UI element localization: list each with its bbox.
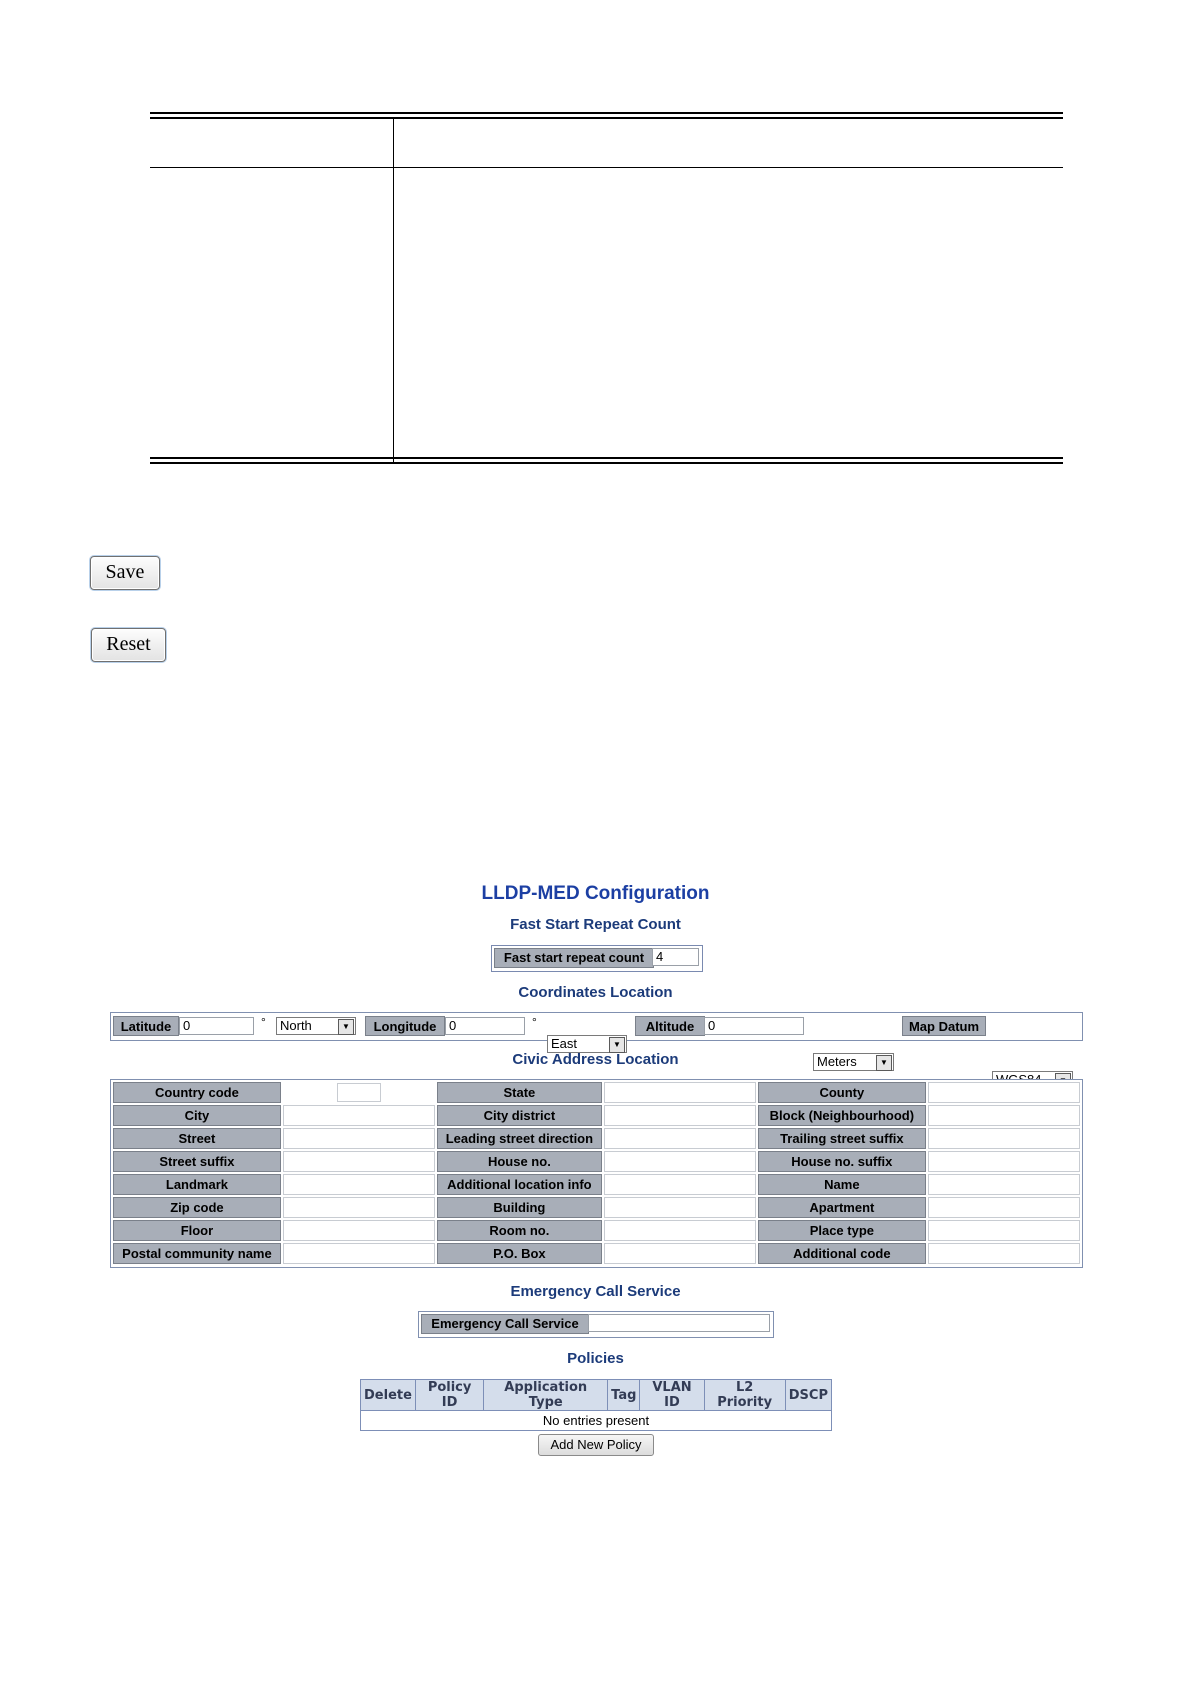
civic-input[interactable] bbox=[604, 1174, 756, 1195]
table-top-rule bbox=[150, 112, 1063, 114]
add-new-policy-button[interactable]: Add New Policy bbox=[538, 1434, 654, 1456]
fast-start-heading: Fast Start Repeat Count bbox=[510, 916, 681, 933]
table-top-rule-2 bbox=[150, 117, 1063, 119]
civic-input[interactable] bbox=[928, 1174, 1080, 1195]
civic-input[interactable] bbox=[928, 1243, 1080, 1264]
latitude-direction-select[interactable] bbox=[276, 1017, 356, 1035]
civic-input[interactable] bbox=[283, 1151, 435, 1172]
civic-input[interactable] bbox=[283, 1174, 435, 1195]
civic-label: Landmark bbox=[113, 1174, 281, 1195]
civic-label: Additional code bbox=[758, 1243, 926, 1264]
civic-input[interactable] bbox=[604, 1243, 756, 1264]
civic-heading: Civic Address Location bbox=[512, 1051, 679, 1068]
civic-label: House no. bbox=[437, 1151, 602, 1172]
doc-table bbox=[150, 112, 1063, 464]
fast-start-label: Fast start repeat count bbox=[494, 948, 654, 968]
civic-label: House no. suffix bbox=[758, 1151, 926, 1172]
civic-input[interactable] bbox=[283, 1197, 435, 1218]
civic-input[interactable] bbox=[283, 1243, 435, 1264]
civic-input[interactable] bbox=[928, 1197, 1080, 1218]
civic-row bbox=[113, 1082, 1080, 1103]
policies-column-header: DSCP bbox=[785, 1380, 831, 1411]
civic-label: Name bbox=[758, 1174, 926, 1195]
latitude-degree: ° bbox=[261, 1015, 266, 1029]
latitude-input[interactable]: 0 bbox=[179, 1017, 254, 1035]
longitude-degree: ° bbox=[532, 1015, 537, 1029]
civic-row bbox=[113, 1243, 1080, 1264]
civic-label: Street bbox=[113, 1128, 281, 1149]
table-bottom-rule-2 bbox=[150, 462, 1063, 464]
fast-start-table bbox=[491, 945, 703, 972]
page-title: LLDP-MED Configuration bbox=[481, 883, 710, 904]
table-bottom-rule bbox=[150, 457, 1063, 459]
civic-input[interactable] bbox=[604, 1105, 756, 1126]
emergency-heading: Emergency Call Service bbox=[510, 1283, 681, 1300]
civic-table bbox=[110, 1079, 1083, 1268]
chevron-down-icon: ▼ bbox=[338, 1019, 354, 1035]
policies-column-header: Delete bbox=[361, 1380, 416, 1411]
civic-label: Place type bbox=[758, 1220, 926, 1241]
policies-column-header: L2 Priority bbox=[704, 1380, 785, 1411]
civic-input[interactable] bbox=[928, 1151, 1080, 1172]
emergency-label: Emergency Call Service bbox=[421, 1314, 589, 1334]
civic-input[interactable] bbox=[604, 1151, 756, 1172]
civic-label: Apartment bbox=[758, 1197, 926, 1218]
civic-label: City district bbox=[437, 1105, 602, 1126]
civic-label: Room no. bbox=[437, 1220, 602, 1241]
civic-grid bbox=[111, 1080, 1082, 1266]
latitude-direction-value: North bbox=[280, 1018, 312, 1033]
policies-column-header: VLAN ID bbox=[640, 1380, 704, 1411]
policies-column-header: Tag bbox=[608, 1380, 640, 1411]
civic-input[interactable] bbox=[604, 1082, 756, 1103]
civic-label: Building bbox=[437, 1197, 602, 1218]
civic-input[interactable] bbox=[604, 1220, 756, 1241]
altitude-label: Altitude bbox=[635, 1016, 705, 1036]
emergency-input[interactable] bbox=[588, 1314, 770, 1332]
civic-input[interactable] bbox=[928, 1128, 1080, 1149]
civic-label: Country code bbox=[113, 1082, 281, 1103]
civic-label: Floor bbox=[113, 1220, 281, 1241]
civic-label: City bbox=[113, 1105, 281, 1126]
civic-label: Block (Neighbourhood) bbox=[758, 1105, 926, 1126]
civic-input[interactable] bbox=[283, 1128, 435, 1149]
civic-row bbox=[113, 1197, 1080, 1218]
chevron-down-icon: ▼ bbox=[876, 1055, 892, 1071]
longitude-label: Longitude bbox=[365, 1016, 445, 1036]
civic-label: Additional location info bbox=[437, 1174, 602, 1195]
table-column-divider bbox=[393, 118, 394, 464]
civic-input[interactable] bbox=[604, 1128, 756, 1149]
latitude-label: Latitude bbox=[113, 1016, 179, 1036]
altitude-input[interactable]: 0 bbox=[704, 1017, 804, 1035]
chevron-down-icon: ▼ bbox=[609, 1037, 625, 1053]
emergency-table bbox=[418, 1311, 774, 1338]
policies-heading: Policies bbox=[567, 1350, 624, 1367]
longitude-input[interactable]: 0 bbox=[445, 1017, 525, 1035]
policies-column-header: Application Type bbox=[484, 1380, 608, 1411]
civic-label: Trailing street suffix bbox=[758, 1128, 926, 1149]
civic-row bbox=[113, 1220, 1080, 1241]
policies-empty-text: No entries present bbox=[361, 1411, 832, 1431]
civic-label: County bbox=[758, 1082, 926, 1103]
civic-label: P.O. Box bbox=[437, 1243, 602, 1264]
altitude-unit-value: Meters bbox=[817, 1054, 857, 1069]
civic-input[interactable] bbox=[283, 1082, 435, 1103]
policies-table bbox=[360, 1379, 832, 1431]
civic-label: Postal community name bbox=[113, 1243, 281, 1264]
civic-input[interactable] bbox=[928, 1220, 1080, 1241]
civic-row bbox=[113, 1128, 1080, 1149]
civic-input[interactable] bbox=[928, 1082, 1080, 1103]
civic-row bbox=[113, 1151, 1080, 1172]
civic-input[interactable] bbox=[928, 1105, 1080, 1126]
civic-label: State bbox=[437, 1082, 602, 1103]
civic-input[interactable] bbox=[604, 1197, 756, 1218]
civic-label: Street suffix bbox=[113, 1151, 281, 1172]
save-button[interactable]: Save bbox=[90, 556, 160, 590]
civic-row bbox=[113, 1105, 1080, 1126]
civic-input[interactable] bbox=[283, 1105, 435, 1126]
reset-button[interactable]: Reset bbox=[91, 628, 166, 662]
civic-label: Leading street direction bbox=[437, 1128, 602, 1149]
civic-row bbox=[113, 1174, 1080, 1195]
longitude-direction-value: East bbox=[551, 1036, 578, 1051]
fast-start-input[interactable]: 4 bbox=[652, 948, 699, 966]
civic-input[interactable] bbox=[283, 1220, 435, 1241]
policies-column-header: Policy ID bbox=[415, 1380, 483, 1411]
table-header-rule bbox=[150, 167, 1063, 168]
country-code-input[interactable] bbox=[337, 1083, 381, 1102]
coordinates-heading: Coordinates Location bbox=[518, 984, 673, 1001]
map-datum-label: Map Datum bbox=[902, 1016, 986, 1036]
civic-label: Zip code bbox=[113, 1197, 281, 1218]
